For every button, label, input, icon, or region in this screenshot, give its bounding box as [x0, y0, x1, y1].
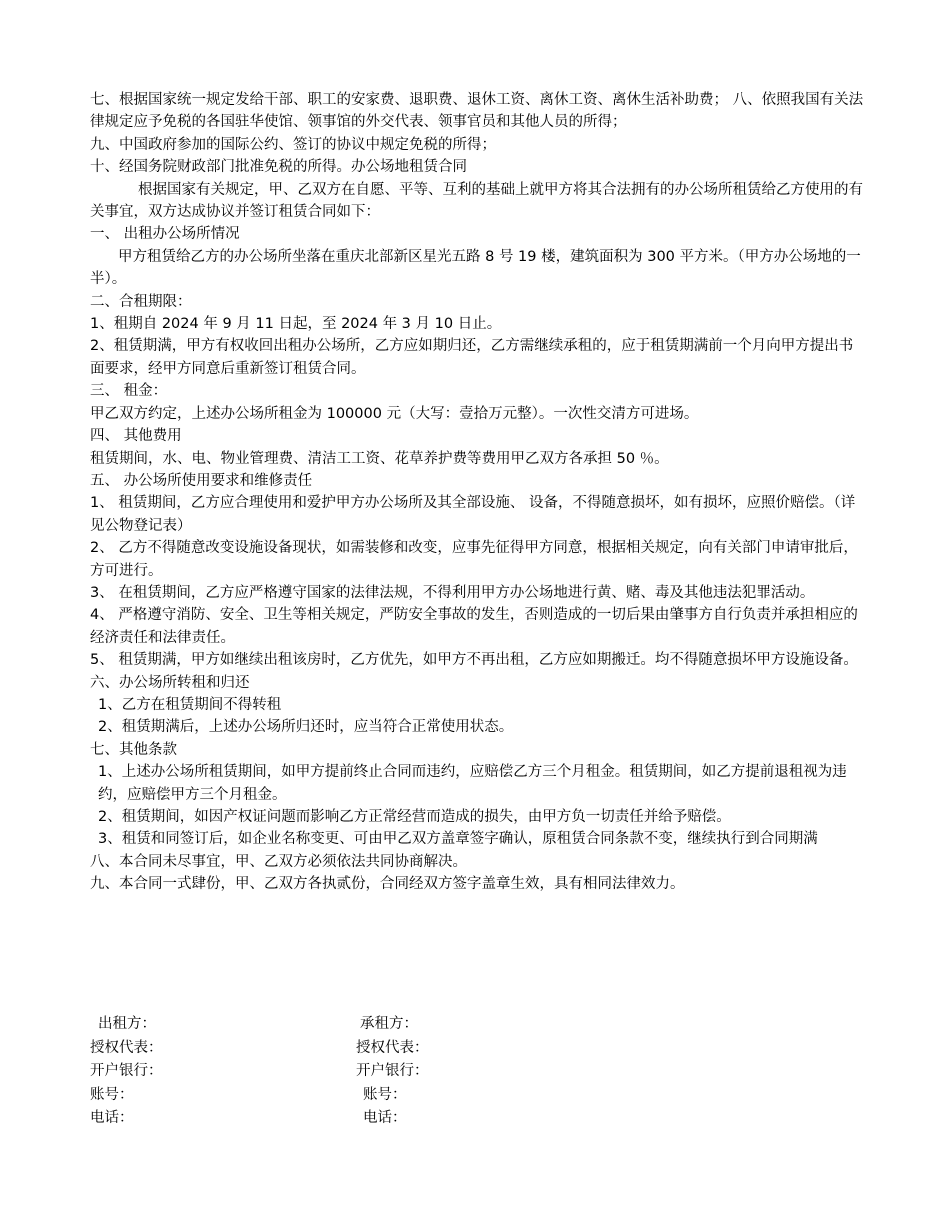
contract-paragraph: 九、本合同一式肆份，甲、乙双方各执贰份，合同经双方签字盖章生效，具有相同法律效力。 [90, 876, 685, 893]
contract-paragraph: 一、 出租办公场所情况 [90, 226, 240, 243]
lessee-bank-label: 开户银行： [356, 1063, 429, 1079]
contract-paragraph: 1、上述办公场所租赁期间，如甲方提前终止合同而违约，应赔偿乙方三个月租金。租赁期间，如乙方提前退租视为违约，应赔偿甲方三个月租金。 [98, 764, 847, 803]
signature-row-lessor [90, 1013, 865, 1037]
lessor-phone-label: 电话： [90, 1110, 134, 1126]
contract-paragraph: 1、乙方在租赁期间不得转租 [98, 696, 282, 713]
lessee-representative-label: 授权代表： [356, 1039, 429, 1056]
contract-paragraph: 七、其他条款 [90, 741, 177, 758]
contract-paragraph: 十、经国务院财政部门批准免税的所得。办公场地租赁合同 [90, 159, 467, 176]
signature-row-account [90, 1084, 865, 1108]
contract-paragraph: 七、根据国家统一规定发给干部、职工的安家费、退职费、退休工资、离休工资、离休生活补助费； 八、依照我国有关法律规定应予免税的各国驻华使馆、领事馆的外交代表、领事官员和其他人员的所得； [90, 92, 864, 131]
lessor-label: 出租方： [98, 1016, 156, 1032]
contract-paragraph: 五、 办公场所使用要求和维修责任 [90, 472, 313, 489]
contract-body [90, 89, 865, 896]
contract-paragraph: 3、 在租赁期间，乙方应严格遵守国家的法律法规，不得利用甲方办公场地进行黄、赌、毒及其他违法犯罪活动。 [90, 584, 815, 601]
contract-paragraph: 八、本合同未尽事宜，甲、乙双方必须依法共同协商解决。 [90, 853, 467, 870]
contract-paragraph: 根据国家有关规定，甲、乙双方在自愿、平等、互利的基础上就甲方将其合法拥有的办公场所租赁给乙方使用的有关事宜，双方达成协议并签订租赁合同如下： [90, 181, 863, 221]
contract-paragraph: 2、租赁期间，如因产权证问题而影响乙方正常经营而造成的损失，由甲方负一切责任并给予赔偿。 [98, 809, 731, 825]
contract-paragraph: 六、办公场所转租和归还 [90, 674, 250, 691]
contract-paragraph: 1、 租赁期间，乙方应合理使用和爱护甲方办公场所及其全部设施、 设备，不得随意损坏，如有损坏，应照价赔偿。（详见公物登记表） [90, 495, 856, 534]
contract-paragraph: 2、租赁期满，甲方有权收回出租办公场所，乙方应如期归还，乙方需继续承租的，应于租赁期满前一个月向甲方提出书面要求，经甲方同意后重新签订租赁合同。 [90, 338, 854, 377]
lessee-label: 承租方： [360, 1016, 418, 1032]
lessee-account-label: 账号： [363, 1086, 407, 1103]
contract-paragraph: 5、 租赁期满，甲方如继续出租该房时，乙方优先，如甲方不再出租，乙方应如期搬迁。均不得随意损坏甲方设施设备。 [90, 652, 858, 669]
lessee-phone-label: 电话： [363, 1110, 407, 1126]
lessor-representative-label: 授权代表： [90, 1039, 163, 1056]
contract-paragraph: 九、中国政府参加的国际公约、签订的协议中规定免税的所得； [90, 136, 496, 153]
signature-block [90, 1013, 865, 1131]
contract-paragraph: 甲乙双方约定，上述办公场所租金为 100000 元（大写：壹拾万元整）。一次性交清方可进场。 [90, 405, 699, 422]
contract-paragraph: 租赁期间，水、电、物业管理费、清洁工工资、花草养护费等费用甲乙双方各承担 50 ％。 [90, 450, 669, 467]
contract-paragraph: 3、租赁和同签订后，如企业名称变更、可由甲乙双方盖章签字确认，原租赁合同条款不变，继续执行到合同期满 [98, 831, 818, 848]
signature-row-representative [90, 1037, 865, 1061]
contract-paragraph: 甲方租赁给乙方的办公场所坐落在重庆北部新区星光五路 8 号 19 楼，建筑面积为 300 平方米。（甲方办公场地的一半）。 [90, 248, 861, 288]
lessor-bank-label: 开户银行： [90, 1063, 163, 1079]
contract-paragraph: 二、合租期限： [90, 293, 192, 310]
contract-paragraph: 2、 乙方不得随意改变设施设备现状，如需装修和改变，应事先征得甲方同意，根据相关规定，向有关部门申请审批后，方可进行。 [90, 540, 858, 579]
lessor-account-label: 账号： [90, 1086, 134, 1103]
contract-paragraph: 2、租赁期满后，上述办公场所归还时，应当符合正常使用状态。 [98, 719, 514, 736]
signature-row-phone [90, 1107, 865, 1131]
signature-row-bank [90, 1060, 865, 1084]
contract-paragraph: 三、 租金： [90, 383, 168, 400]
contract-paragraph: 四、 其他费用 [90, 428, 182, 445]
contract-paragraph: 4、 严格遵守消防、安全、卫生等相关规定，严防安全事故的发生，否则造成的一切后果由肇事方自行负责并承担相应的经济责任和法律责任。 [90, 607, 858, 646]
contract-paragraph: 1、租期自 2024 年 9 月 11 日起，至 2024 年 3 月 10 日止。 [90, 316, 502, 333]
